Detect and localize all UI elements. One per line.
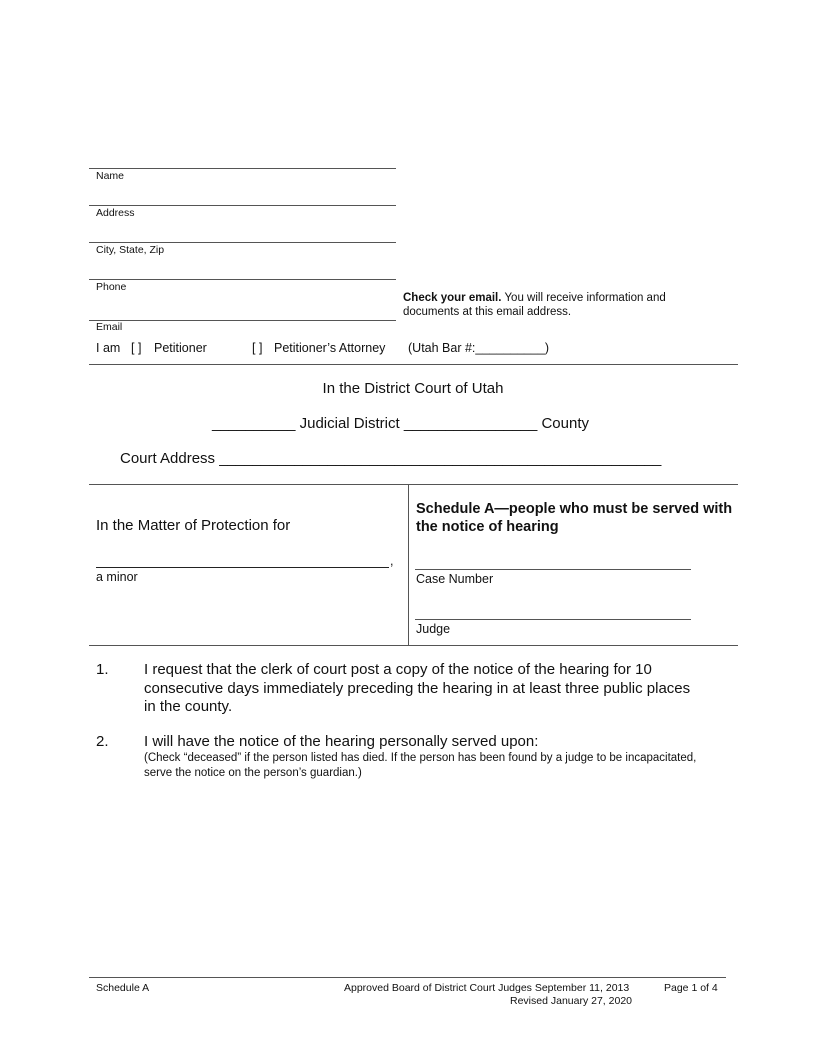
schedule-title: Schedule A—people who must be served with the notice of hearing bbox=[416, 501, 733, 535]
item-2-note: (Check “deceased” if the person listed has died. If the person has been found by a judge to be incapacitated, serve the notice on the person’s guardian.) bbox=[144, 752, 697, 779]
district-blank[interactable]: __________ bbox=[212, 415, 296, 432]
minor-name-line[interactable] bbox=[96, 555, 389, 568]
item-1-number: 1. bbox=[96, 661, 109, 678]
caption-divider bbox=[408, 484, 409, 645]
email-note-rest: You will receive information and documents at this email address. bbox=[403, 292, 666, 318]
item-1-text: I request that the clerk of court post a copy of the notice of the hearing for 10 consecutive days immediately preceding the hearing in at least three public places in the county. bbox=[144, 661, 691, 715]
case-number-line bbox=[415, 569, 691, 570]
footer-line bbox=[89, 977, 726, 978]
utah-bar-field[interactable]: (Utah Bar #:__________) bbox=[408, 341, 550, 355]
caption-top-line bbox=[89, 484, 738, 485]
name-label: Name bbox=[96, 170, 125, 182]
phone-line bbox=[89, 279, 396, 280]
judge-label: Judge bbox=[416, 622, 451, 636]
email-note bbox=[403, 291, 703, 319]
phone-label: Phone bbox=[96, 281, 127, 293]
email-label: Email bbox=[96, 321, 123, 333]
email-line bbox=[89, 320, 396, 321]
court-address-row bbox=[120, 450, 661, 467]
footer-revised: Revised January 27, 2020 bbox=[510, 995, 632, 1007]
footer-left: Schedule A bbox=[96, 982, 150, 994]
judge-line bbox=[415, 619, 691, 620]
footer-approved: Approved Board of District Court Judges September 11, 2013 bbox=[344, 982, 630, 994]
address-label: Address bbox=[96, 207, 135, 219]
caption-bottom-line bbox=[89, 645, 738, 646]
court-address-label: Court Address bbox=[120, 450, 216, 467]
attorney-label: Petitioner’s Attorney bbox=[274, 341, 386, 355]
case-number-label: Case Number bbox=[416, 572, 494, 586]
minor-comma: , bbox=[390, 554, 394, 568]
footer-page: Page 1 of 4 bbox=[664, 982, 718, 994]
name-line bbox=[89, 168, 396, 169]
i-am-label: I am bbox=[96, 341, 121, 355]
address-line bbox=[89, 205, 396, 206]
item-2-text: I will have the notice of the hearing personally served upon: bbox=[144, 733, 539, 750]
header-divider bbox=[89, 364, 738, 365]
court-address-blank[interactable]: _____________________________________________________ bbox=[219, 450, 662, 467]
judicial-district-row bbox=[212, 415, 589, 432]
court-title: In the District Court of Utah bbox=[322, 380, 504, 397]
city-state-zip-label: City, State, Zip bbox=[96, 244, 165, 256]
judicial-district-label: Judicial District bbox=[299, 415, 400, 432]
item-2-number: 2. bbox=[96, 733, 109, 750]
matter-label: In the Matter of Protection for bbox=[96, 517, 291, 534]
email-note-bold: Check your email. bbox=[403, 292, 502, 304]
county-blank[interactable]: ________________ bbox=[403, 415, 538, 432]
petitioner-checkbox[interactable]: [ ] bbox=[131, 341, 142, 355]
attorney-checkbox[interactable]: [ ] bbox=[252, 341, 263, 355]
county-label: County bbox=[541, 415, 589, 432]
minor-label: a minor bbox=[96, 570, 138, 584]
city-state-zip-line bbox=[89, 242, 396, 243]
petitioner-label: Petitioner bbox=[154, 341, 207, 355]
